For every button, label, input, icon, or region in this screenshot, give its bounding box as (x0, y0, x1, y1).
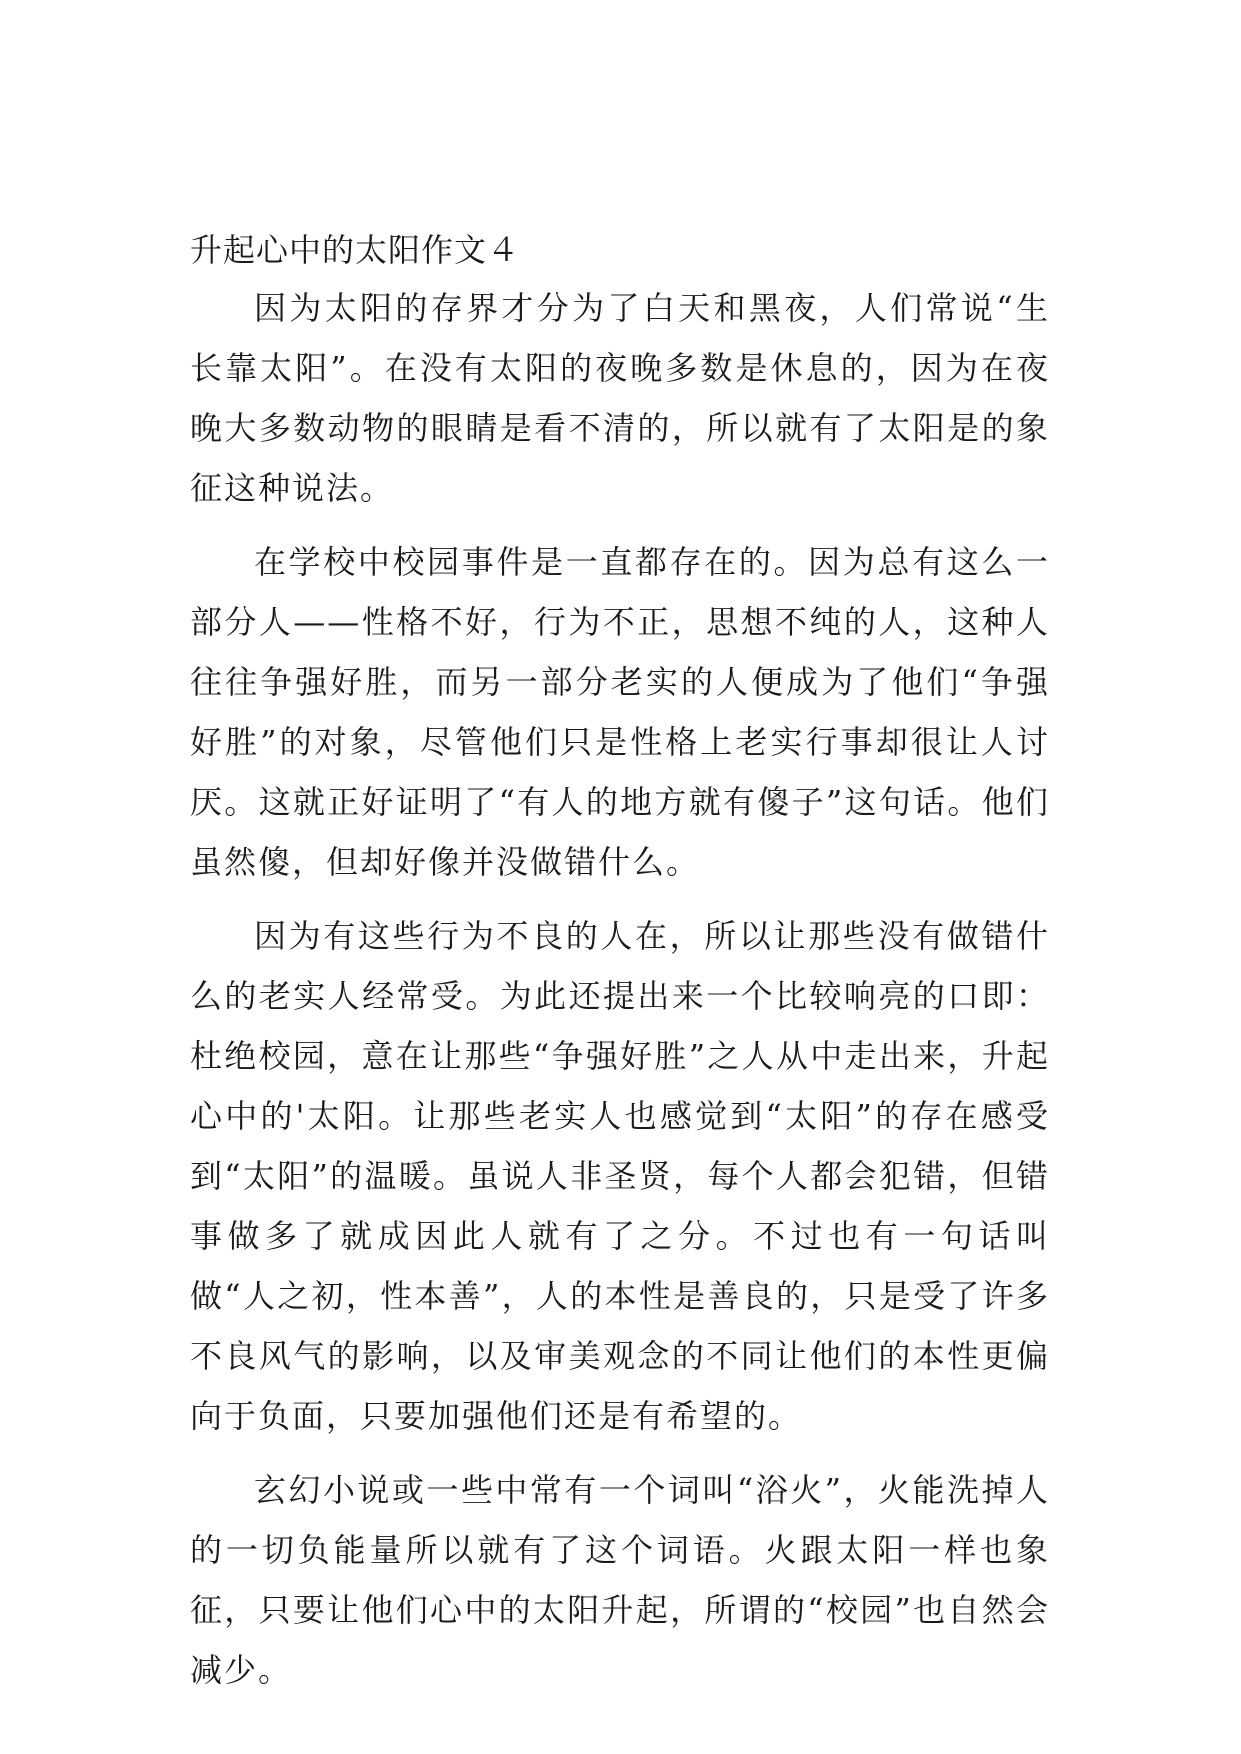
paragraph-3: 因为有这些行为不良的人在，所以让那些没有做错什么的老实人经常受。为此还提出来一个比较响亮的口即：杜绝校园，意在让那些“争强好胜”之人从中走出来，升起心中的'太阳。让那些老实人也感觉到“太阳”的存在感受到“太阳”的温暖。虽说人非圣贤，每个人都会犯错，但错事做多了就成因此人就有了之分。不过也有一句话叫做“人之初，性本善”，人的本性是善良的，只是受了许多不良风气的影响，以及审美观念的不同让他们的本性更偏向于负面，只要加强他们还是有希望的。 (190, 917, 1050, 1435)
paragraph-2: 在学校中校园事件是一直都存在的。因为总有这么一部分人——性格不好，行为不正，思想不纯的人，这种人往往争强好胜，而另一部分老实的人便成为了他们“争强好胜”的对象，尽管他们只是性格上老实行事却很让人讨厌。这就正好证明了“有人的地方就有傻子”这句话。他们虽然傻，但却好像并没做错什么。 (190, 543, 1050, 881)
document-body (190, 222, 1050, 1714)
paragraph-1: 因为太阳的存界才分为了白天和黑夜，人们常说“生长靠太阳”。在没有太阳的夜晚多数是休息的，因为在夜晚大多数动物的眼睛是看不清的，所以就有了太阳是的象征这种说法。 (190, 289, 1050, 507)
document-title: 升起心中的太阳作文４ (190, 231, 521, 269)
paragraph-4: 玄幻小说或一些中常有一个词叫“浴火”，火能洗掉人的一切负能量所以就有了这个词语。火跟太阳一样也象征，只要让他们心中的太阳升起，所谓的“校园”也自然会减少。 (190, 1471, 1050, 1689)
